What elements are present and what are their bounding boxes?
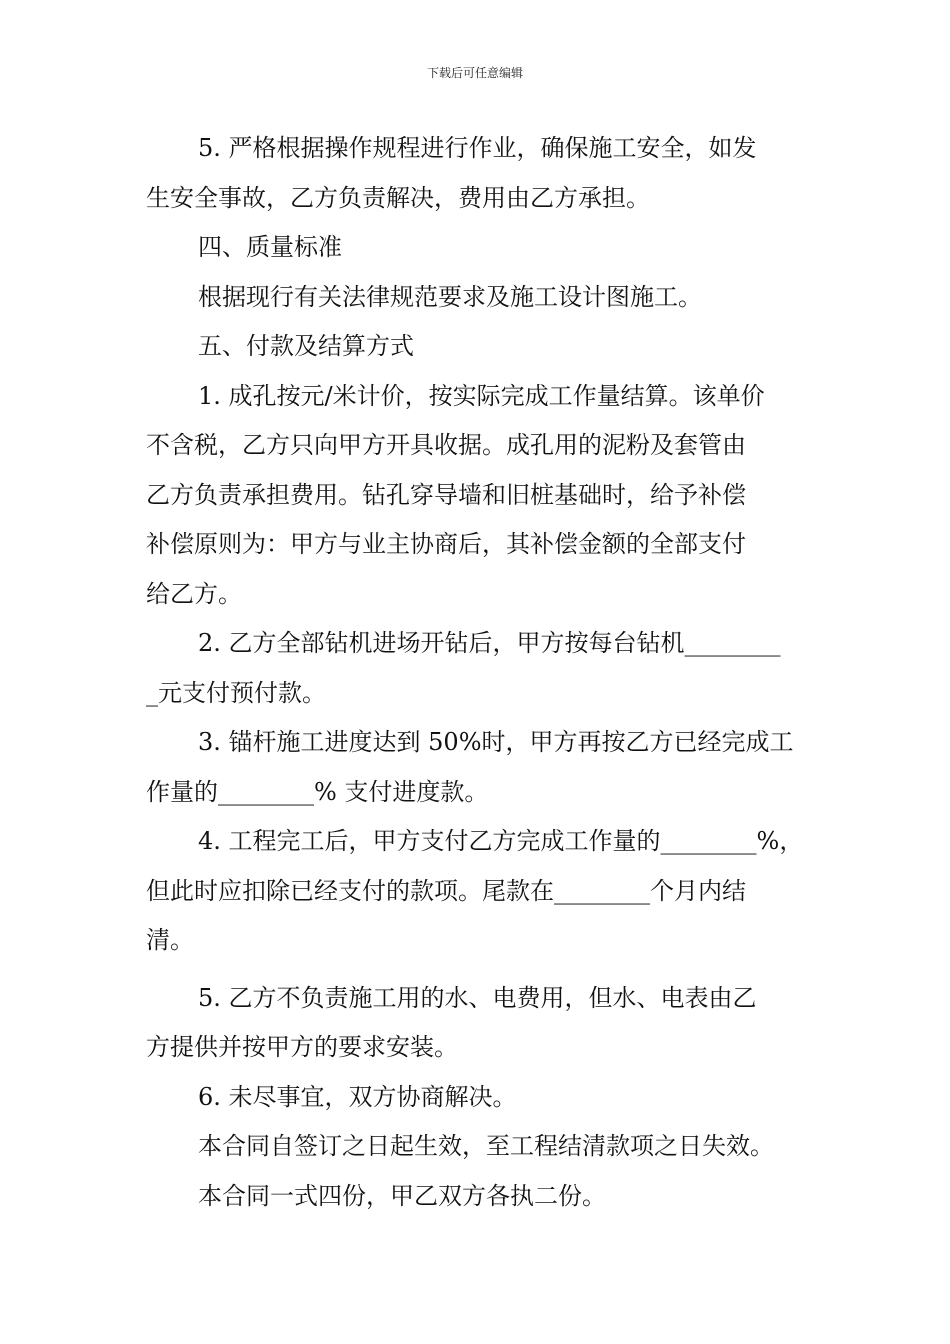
- text-line: 但此时应扣除已经支付的款项。尾款在________个月内结: [146, 876, 746, 905]
- text-line: 清。: [146, 926, 194, 954]
- text-line: 6. 未尽事宜，双方协商解决。: [198, 1082, 517, 1111]
- text-line: 方提供并按甲方的要求安装。: [146, 1033, 458, 1061]
- text-line: 1. 成孔按元/米计价，按实际完成工作量结算。该单价: [198, 381, 765, 410]
- text-line: 不含税，乙方只向甲方开具收据。成孔用的泥粉及套管由: [146, 431, 746, 459]
- section-heading-payment: 五、付款及结算方式: [198, 332, 414, 360]
- text-line: 2. 乙方全部钻机进场开钻后，甲方按每台钻机________: [198, 629, 781, 657]
- text-line: 本合同一式四份，甲乙双方各执二份。: [198, 1181, 606, 1210]
- text-line: 3. 锚杆施工进度达到 50%时，甲方再按乙方已经完成工: [198, 728, 794, 756]
- section-heading-quality: 四、质量标准: [198, 233, 342, 261]
- page-header: 下载后可任意编辑: [426, 66, 523, 80]
- text-line: 根据现行有关法律规范要求及施工设计图施工。: [198, 282, 702, 311]
- text-line: 4. 工程完工后，甲方支付乙方完成工作量的________%，: [198, 827, 804, 855]
- text-line: 5. 乙方不负责施工用的水、电费用，但水、电表由乙: [198, 983, 757, 1012]
- text-line: 5. 严格根据操作规程进行作业，确保施工安全，如发: [198, 134, 757, 162]
- text-line: 生安全事故，乙方负责解决，费用由乙方承担。: [146, 183, 650, 212]
- text-line: _元支付预付款。: [146, 678, 326, 707]
- text-line: 本合同自签订之日起生效，至工程结清款项之日失效。: [198, 1132, 774, 1160]
- document-body: [146, 124, 816, 1221]
- text-line: 给乙方。: [146, 579, 242, 608]
- text-line: 作量的________% 支付进度款。: [146, 777, 489, 806]
- text-line: 补偿原则为：甲方与业主协商后，其补偿金额的全部支付: [146, 530, 746, 558]
- text-line: 乙方负责承担费用。钻孔穿导墙和旧桩基础时，给予补偿: [146, 480, 746, 509]
